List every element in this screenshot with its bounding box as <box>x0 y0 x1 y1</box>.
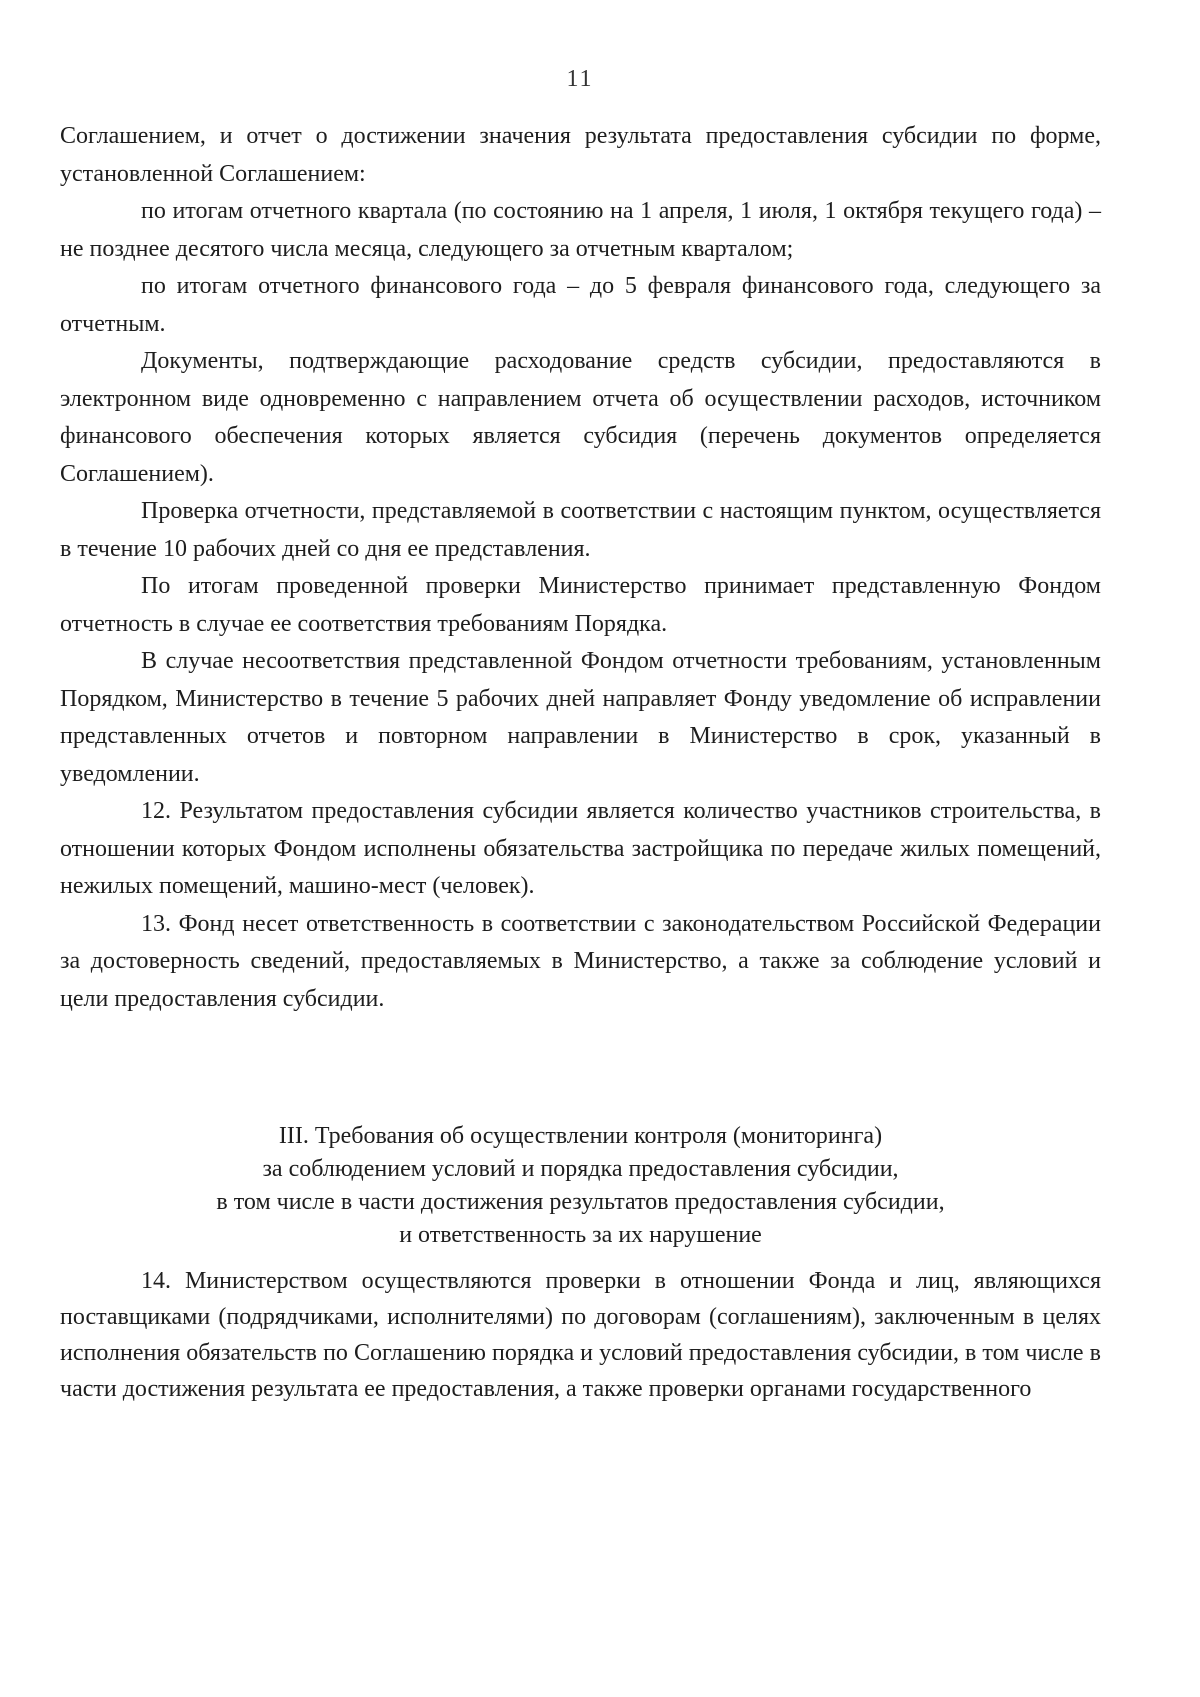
paragraph-item-13: 13. Фонд несет ответственность в соответствии с законодательством Российской Федерации за достоверность сведений, предоставляемых в Министерство, а также за соблюдение условий и цели предоставления субсидии. <box>60 910 1101 1012</box>
page-number: 11 <box>566 66 594 92</box>
paragraph-report-mismatch: В случае несоответствия представленной Фондом отчетности требованиям, установленным Порядком, Министерство в течение 5 рабочих дней направляет Фонду уведомление об исправлении представленных отчетов и повторном направлении в Министерство в срок, указанный в уведомлении. <box>60 648 1101 787</box>
paragraph-report-check: Проверка отчетности, представляемой в соответствии с настоящим пунктом, осуществляется в течение 10 рабочих дней со дня ее представления. <box>60 498 1101 562</box>
section-heading-line: и ответственность за их нарушение <box>399 1222 762 1248</box>
document-body <box>60 118 1101 1018</box>
paragraph-quarterly-report: по итогам отчетного квартала (по состоянию на 1 апреля, 1 июля, 1 октября текущего года) – не позднее десятого числа месяца, следующего за отчетным кварталом; <box>60 198 1101 262</box>
paragraph-supporting-documents: Документы, подтверждающие расходование средств субсидии, предоставляются в электронном виде одновременно с направлением отчета об осуществлении расходов, источником финансового обеспечения которых является субсидия (перечень документов определяется Соглашением). <box>60 348 1101 487</box>
section-heading-line: за соблюдением условий и порядка предоставления субсидии, <box>262 1156 899 1182</box>
section-heading-line: в том числе в части достижения результатов предоставления субсидии, <box>216 1189 945 1215</box>
paragraph-item-12: 12. Результатом предоставления субсидии является количество участников строительства, в отношении которых Фондом исполнены обязательства застройщика по передаче жилых помещений, нежилых помещений, машино-мест (человек). <box>60 798 1101 899</box>
document-body-continued <box>60 1263 1101 1407</box>
section-heading <box>60 1120 1101 1252</box>
section-heading-line: III. Требования об осуществлении контроля (мониторинга) <box>278 1123 883 1149</box>
paragraph-annual-report: по итогам отчетного финансового года – до 5 февраля финансового года, следующего за отчетным. <box>60 273 1101 337</box>
paragraph-report-acceptance: По итогам проведенной проверки Министерство принимает представленную Фондом отчетность в случае ее соответствия требованиям Порядка. <box>60 573 1101 637</box>
paragraph-continuation: Соглашением, и отчет о достижении значения результата предоставления субсидии по форме, установленной Соглашением: <box>60 123 1101 187</box>
paragraph-item-14: 14. Министерством осуществляются проверки в отношении Фонда и лиц, являющихся поставщиками (подрядчиками, исполнителями) по договорам (соглашениям), заключенным в целях исполнения обязательств по Соглашению порядка и условий предоставления субсидии, в том числе в части достижения результата ее предоставления, а также проверки органами государственного <box>60 1268 1101 1402</box>
